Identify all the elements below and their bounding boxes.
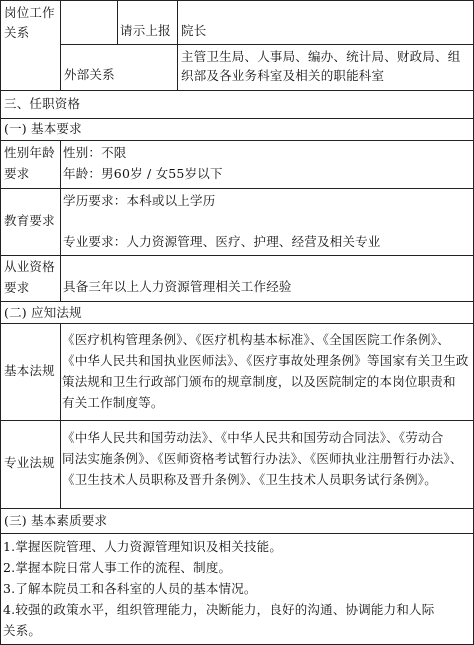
age-requirement: 年龄：男60岁 / 女55岁以下	[63, 166, 223, 181]
row-rule	[0, 140, 474, 141]
gender-requirement: 性别：不限	[63, 145, 127, 160]
row-rule	[0, 0, 474, 1]
gender-age-label-line1: 性别年龄	[4, 145, 55, 160]
list-item: 3.了解本院员工和各科室的人员的基本情况。	[3, 581, 257, 596]
basic-regulations-label: 基本法规	[4, 363, 55, 378]
row-rule	[60, 44, 474, 45]
column-rule	[0, 0, 1, 645]
column-rule	[117, 0, 118, 44]
regulation-line: 《中华人民共和国执业医师法》、《医疗事故处理条例》等国家有关卫生政	[62, 353, 469, 368]
post-relations-label-line1: 岗位工作	[4, 5, 55, 20]
basic-regulations-text	[62, 329, 469, 413]
external-relations-line1: 主管卫生局、人事局、编办、统计局、财政局、组	[181, 49, 461, 64]
regulation-line: 同法实施条例》、《医师资格考试暂行办法》、《医师执业注册暂行办法》、	[62, 451, 463, 466]
gender-age-label-line2: 要求	[4, 166, 30, 181]
list-item: 关系。	[3, 623, 42, 638]
column-rule	[60, 140, 61, 301]
major-requirement: 专业要求：人力资源管理、医疗、护理、经营及相关专业	[63, 234, 381, 249]
regulation-line: 《医疗机构管理条例》、《医疗机构基本标准》、《全国医院工作条例》、	[62, 332, 450, 347]
list-item: 1.掌握医院管理、人力资源管理知识及相关技能。	[3, 539, 283, 554]
regulation-line: 有关工作制度等。	[62, 395, 164, 410]
professional-regulations-label: 专业法规	[4, 455, 55, 470]
row-rule	[0, 118, 474, 119]
basic-quality-list	[3, 536, 434, 641]
education-label: 教育要求	[4, 213, 55, 228]
row-rule	[0, 533, 474, 534]
list-item: 4.较强的政策水平，组织管理能力，决断能力，良好的沟通、协调能力和人际	[3, 602, 435, 617]
row-rule	[0, 420, 474, 421]
column-rule	[177, 0, 178, 90]
column-rule	[60, 323, 61, 508]
row-rule	[0, 301, 474, 302]
row-rule	[0, 255, 474, 256]
report-to-value: 院长	[181, 23, 207, 38]
row-rule	[0, 90, 474, 91]
row-rule	[0, 508, 474, 509]
list-item: 2.掌握本院日常人事工作的流程、制度。	[3, 560, 232, 575]
qualification-label-line1: 从业资格	[4, 259, 55, 274]
regulation-line: 《中华人民共和国劳动法》、《中华人民共和国劳动合同法》、《劳动合	[62, 430, 444, 445]
subsection-title: (三) 基本素质要求	[4, 513, 108, 528]
post-relations-label-line2: 关系	[4, 25, 30, 40]
row-rule	[0, 323, 474, 324]
professional-regulations-text	[62, 427, 463, 490]
external-relations-label: 外部关系	[64, 67, 115, 82]
subsection-title: (一) 基本要求	[4, 121, 82, 136]
external-relations-line2: 织部及各业务科室及相关的职能科室	[181, 68, 385, 83]
qualification-value: 具备三年以上人力资源管理相关工作经验	[63, 279, 292, 294]
subsection-title: (二) 应知法规	[4, 305, 82, 320]
column-rule	[60, 0, 61, 90]
degree-requirement: 学历要求：本科或以上学历	[63, 193, 216, 208]
regulation-line: 《卫生技术人员职称及晋升条例》、《卫生技术人员职务试行条例》。	[62, 472, 437, 487]
row-rule	[0, 188, 474, 189]
qualification-label-line2: 要求	[4, 280, 30, 295]
regulation-line: 策法规和卫生行政部门颁布的规章制度，以及医院制定的本岗位职责和	[62, 374, 456, 389]
section-title: 三、任职资格	[4, 96, 81, 111]
report-to-label: 请示上报	[120, 23, 171, 38]
